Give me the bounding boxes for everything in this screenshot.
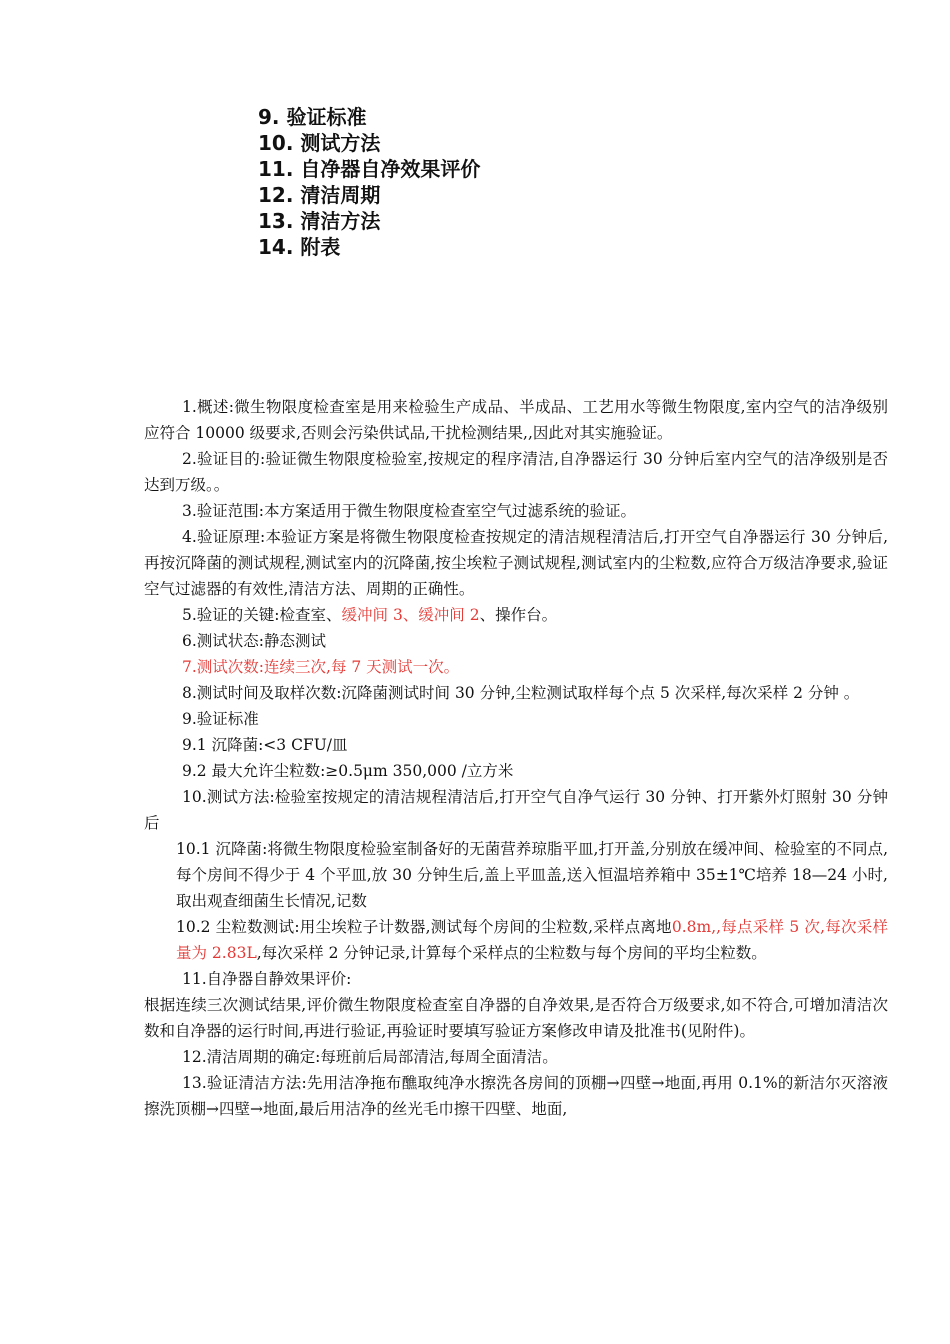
test-state-paragraph: 6.测试状态:静态测试: [182, 632, 327, 650]
particle-method-tail: ,每次采样 2 分钟记录,计算每个采样点的尘粒数与每个房间的平均尘粒数。: [256, 944, 767, 962]
key-points-highlight: 缓冲间 3、缓冲间 2: [341, 606, 480, 624]
test-time-paragraph: 8.测试时间及取样次数:沉降菌测试时间 30 分钟,尘粒测试取样每个点 5 次采样,每次采样 2 分钟 。: [182, 684, 860, 702]
particle-count-method: [144, 914, 888, 966]
cleaning-cycle-paragraph: 12.清洁周期的确定:每班前后局部清洁,每周全面清洁。: [182, 1048, 558, 1066]
key-points-tail: 、操作台。: [479, 606, 558, 624]
toc-item: 13. 清洁方法: [258, 209, 381, 233]
overview-paragraph: 1.概述:微生物限度检查室是用来检验生产成品、半成品、工艺用水等微生物限度,室内空气的洁净级别应符合 10000 级要求,否则会污染供试品,干扰检测结果,,因此对其实施验证。: [144, 398, 888, 442]
standard-heading: 9.验证标准: [182, 710, 259, 728]
test-count-highlight: 测试次数:连续三次,每 7 天测试一次。: [196, 658, 460, 676]
toc-item: 14. 附表: [258, 235, 341, 259]
scope-paragraph: 3.验证范围:本方案适用于微生物限度检查室空气过滤系统的验证。: [182, 502, 637, 520]
key-points-paragraph: [144, 602, 888, 628]
key-points-label: 5.验证的关键:检查室、: [182, 606, 342, 624]
particle-method-highlight: 0.8m,,每点采样 5 次,每次采样量为 2.83L: [176, 918, 888, 962]
evaluation-heading: 11.自净器自静效果评价:: [182, 970, 352, 988]
particle-count-standard: 9.2 最大允许尘粒数:≥0.5μm 350,000 /立方米: [182, 762, 514, 780]
cleaning-method-paragraph: 13.验证清洁方法:先用洁净拖布醮取纯净水擦洗各房间的顶棚→四壁→地面,再用 0.1%的新洁尔灭溶液擦洗顶棚→四壁→地面,最后用洁净的丝光毛巾擦干四壁、地面,: [144, 1074, 888, 1118]
settling-bacteria-standard: 9.1 沉降菌:<3 CFU/皿: [182, 736, 348, 754]
test-method-paragraph: 10.测试方法:检验室按规定的清洁规程清洁后,打开空气自净气运行 30 分钟、打开紫外灯照射 30 分钟后: [144, 788, 888, 832]
particle-method-intro: 10.2 尘粒数测试:用尘埃粒子计数器,测试每个房间的尘粒数,采样点离地: [176, 918, 672, 936]
test-count-paragraph: [144, 654, 888, 680]
toc-item: 12. 清洁周期: [258, 183, 381, 207]
toc-item: 10. 测试方法: [258, 131, 381, 155]
table-of-contents: [258, 104, 480, 260]
document-body: [144, 394, 888, 1122]
principle-paragraph: 4.验证原理:本验证方案是将微生物限度检查按规定的清洁规程清洁后,打开空气自净器运行 30 分钟后,再按沉降菌的测试规程,测试室内的沉降菌,按尘埃粒子测试规程,测试室内的尘粒数,应符合万级洁净要求,验证空气过滤器的有效性,清洁方法、周期的正确性。: [144, 528, 888, 598]
toc-item: 9. 验证标准: [258, 105, 367, 129]
evaluation-paragraph: 根据连续三次测试结果,评价微生物限度检查室自净器的自净效果,是否符合万级要求,如不符合,可增加清洁次数和自净器的运行时间,再进行验证,再验证时要填写验证方案修改申请及批准书(见附件)。: [144, 996, 888, 1040]
settling-bacteria-method: 10.1 沉降菌:将微生物限度检验室制备好的无菌营养琼脂平皿,打开盖,分别放在缓冲间、检验室的不同点,每个房间不得少于 4 个平皿,放 30 分钟生后,盖上平皿盖,送入恒温培养箱中 35±1℃培养 18—24 小时,取出观查细菌生长情况,记数: [176, 840, 888, 910]
test-count-number: 7.: [182, 658, 197, 676]
toc-item: 11. 自净器自净效果评价: [258, 157, 481, 181]
purpose-paragraph: 2.验证目的:验证微生物限度检验室,按规定的程序清洁,自净器运行 30 分钟后室内空气的洁净级别是否达到万级。。: [144, 450, 888, 494]
